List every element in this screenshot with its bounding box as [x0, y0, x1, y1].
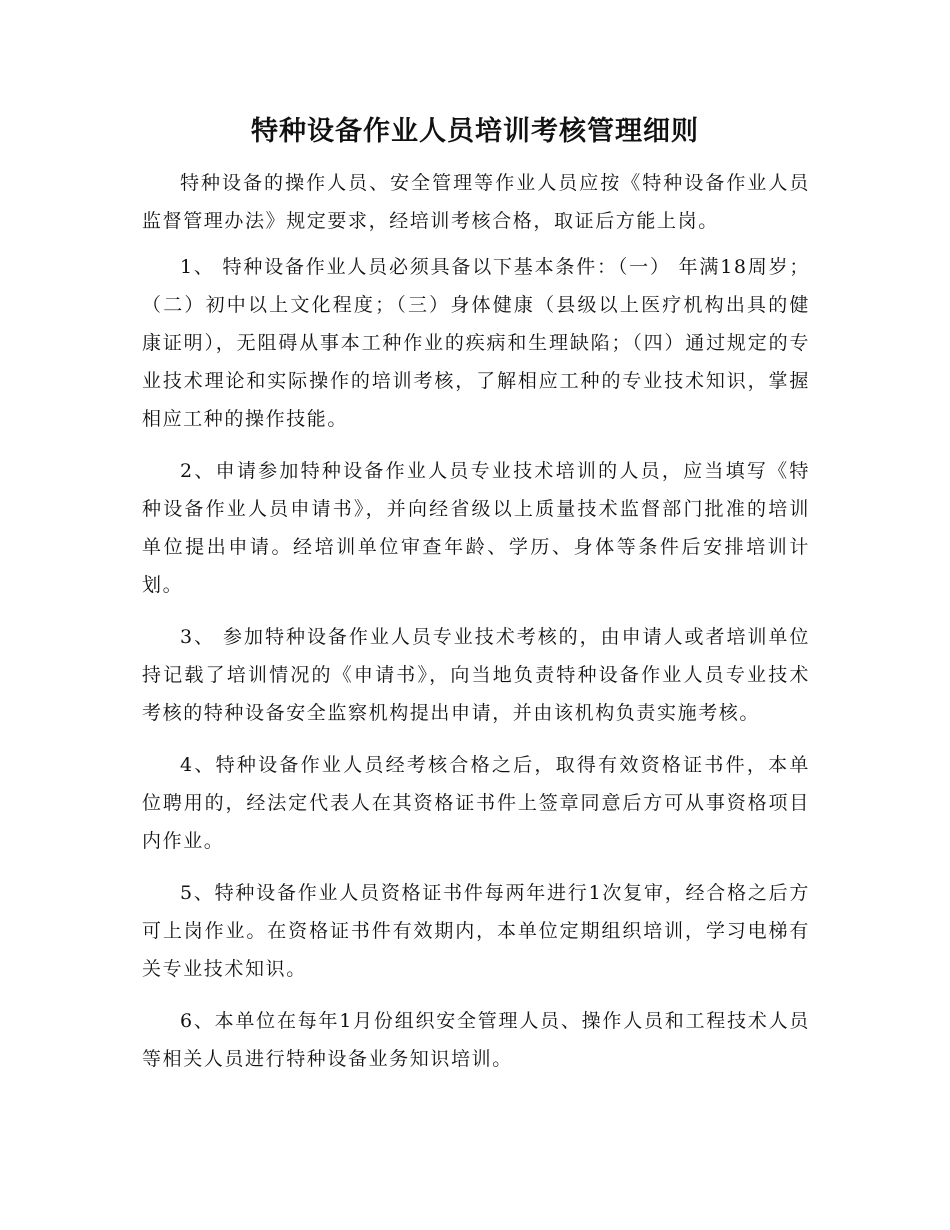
document-body [142, 164, 810, 1078]
clause-4-paragraph: 4、特种设备作业人员经考核合格之后，取得有效资格证书件，本单位聘用的，经法定代表人在其资格证书件上签章同意后方可从事资格项目内作业。 [142, 754, 810, 852]
document-title: 特种设备作业人员培训考核管理细则 [251, 116, 699, 147]
clause-2-paragraph: 2、申请参加特种设备作业人员专业技术培训的人员，应当填写《特种设备作业人员申请书》，并向经省级以上质量技术监督部门批准的培训单位提出申请。经培训单位审查年龄、学历、身体等条件后安排培训计划。 [142, 460, 810, 596]
clause-6-paragraph: 6、本单位在每年1月份组织安全管理人员、操作人员和工程技术人员等相关人员进行特种设备业务知识培训。 [142, 1010, 810, 1070]
intro-paragraph: 特种设备的操作人员、安全管理等作业人员应按《特种设备作业人员监督管理办法》规定要求，经培训考核合格，取证后方能上岗。 [142, 172, 810, 232]
clause-1-paragraph: 1、 特种设备作业人员必须具备以下基本条件：（一） 年满18周岁；（二）初中以上文化程度；（三）身体健康（县级以上医疗机构出具的健康证明），无阻碍从事本工种作业的疾病和生理缺陷；（四）通过规定的专业技术理论和实际操作的培训考核，了解相应工种的专业技术知识，掌握相应工种的操作技能。 [142, 256, 810, 430]
clause-5-paragraph: 5、特种设备作业人员资格证书件每两年进行1次复审，经合格之后方可上岗作业。在资格证书件有效期内，本单位定期组织培训，学习电梯有关专业技术知识。 [142, 882, 810, 980]
clause-3-paragraph: 3、 参加特种设备作业人员专业技术考核的，由申请人或者培训单位持记载了培训情况的《申请书》，向当地负责特种设备作业人员专业技术考核的特种设备安全监察机构提出申请，并由该机构负责实施考核。 [142, 626, 810, 724]
